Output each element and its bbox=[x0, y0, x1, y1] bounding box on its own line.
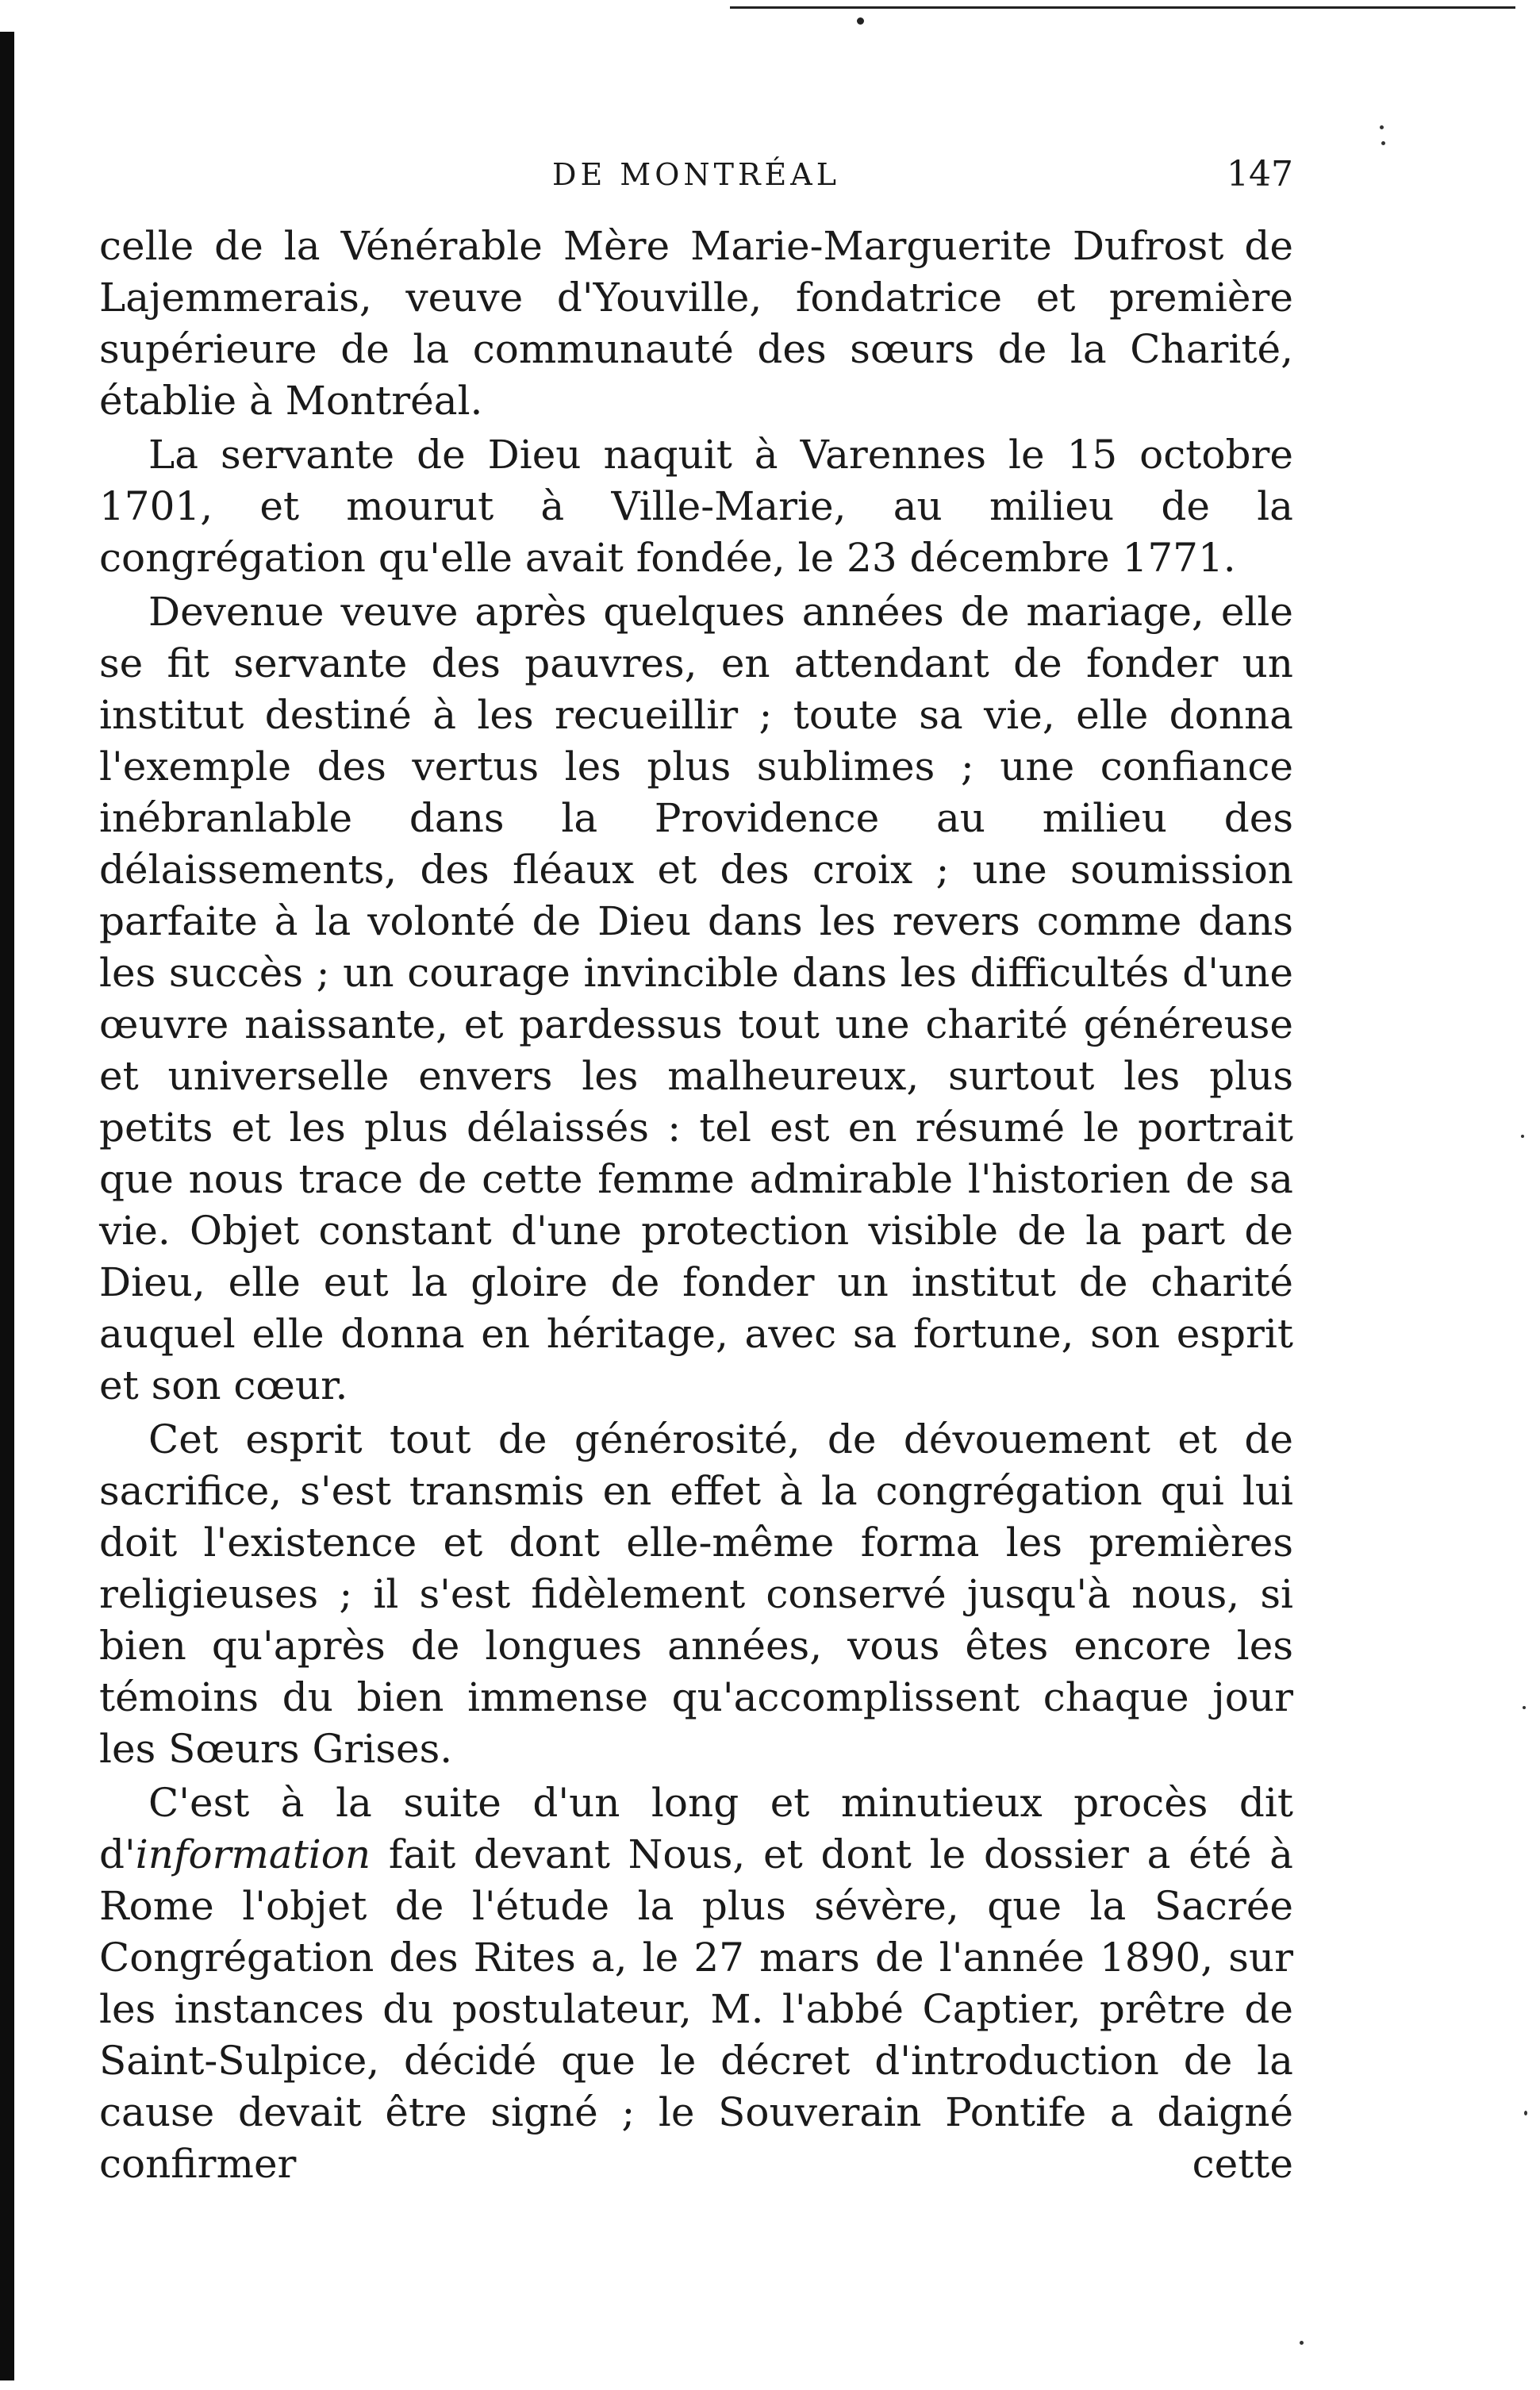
paragraph-5 bbox=[99, 1777, 1293, 2190]
ink-speck bbox=[1380, 125, 1384, 129]
ink-speck bbox=[1381, 141, 1385, 145]
paragraph-4: Cet esprit tout de générosité, de dévouement et de sacrifice, s'est transmis en effet à la congrégation qui lui doit l'existence et dont elle-même forma les premières religieuses ; il s'est fidèlement conservé jusqu'à nous, si bien qu'après de longues années, vous êtes encore les témoins du bien immense qu'accomplissent chaque jour les Sœurs Grises. bbox=[99, 1416, 1293, 1772]
running-head bbox=[99, 151, 1293, 198]
page-spine-edge bbox=[0, 32, 14, 2380]
body-text bbox=[99, 221, 1293, 2192]
top-rule bbox=[730, 6, 1515, 9]
paragraph-1: celle de la Vénérable Mère Marie-Marguerite Dufrost de Lajemmerais, veuve d'Youville, fondatrice et première supérieure de la communauté des sœurs de la Charité, établie à Montréal. bbox=[99, 223, 1293, 424]
ink-speck bbox=[857, 17, 864, 25]
ink-speck bbox=[1300, 2341, 1304, 2345]
ink-speck bbox=[1524, 2111, 1527, 2115]
paragraph-2: La servante de Dieu naquit à Varennes le 15 octobre 1701, et mourut à Ville-Marie, au milieu de la congrégation qu'elle avait fondée, le 23 décembre 1771. bbox=[99, 432, 1293, 581]
paragraph-5-part-2: fait devant Nous, et dont le dossier a été à Rome l'objet de l'étude la plus sévère, que la Sacrée Congrégation des Rites a, le 27 mars de l'année 1890, sur les instances du postulateur, M. l'abbé Captier, prêtre de Saint-Sulpice, décidé que le décret d'introduction de la cause devait être signé ; le Souverain Pontife a daigné confirmer cette bbox=[99, 1831, 1293, 2187]
running-title: DE MONTRÉAL bbox=[552, 157, 840, 192]
paragraph-5-part-1: C'est à la suite d'un long et minutieux procès dit d' bbox=[99, 1780, 1293, 1877]
ink-speck bbox=[1521, 1135, 1524, 1138]
page-number: 147 bbox=[1227, 154, 1293, 194]
paragraph-5-italic-term: information bbox=[135, 1831, 371, 1877]
paragraph-3: Devenue veuve après quelques années de mariage, elle se fit servante des pauvres, en attendant de fonder un institut destiné à les recueillir ; toute sa vie, elle donna l'exemple des vertus les plus sublimes ; une confiance inébranlable dans la Providence au milieu des délaissements, des fléaux et des croix ; une soumission parfaite à la volonté de Dieu dans les revers comme dans les succès ; un courage invincible dans les difficultés d'une œuvre naissante, et pardessus tout une charité généreuse et universelle envers les malheureux, surtout les plus petits et les plus délaissés : tel est en résumé le portrait que nous trace de cette femme admirable l'historien de sa vie. Objet constant d'une protection visible de la part de Dieu, elle eut la gloire de fonder un institut de charité auquel elle donna en héritage, avec sa fortune, son esprit et son cœur. bbox=[99, 589, 1293, 1408]
ink-speck bbox=[1523, 1706, 1526, 1709]
